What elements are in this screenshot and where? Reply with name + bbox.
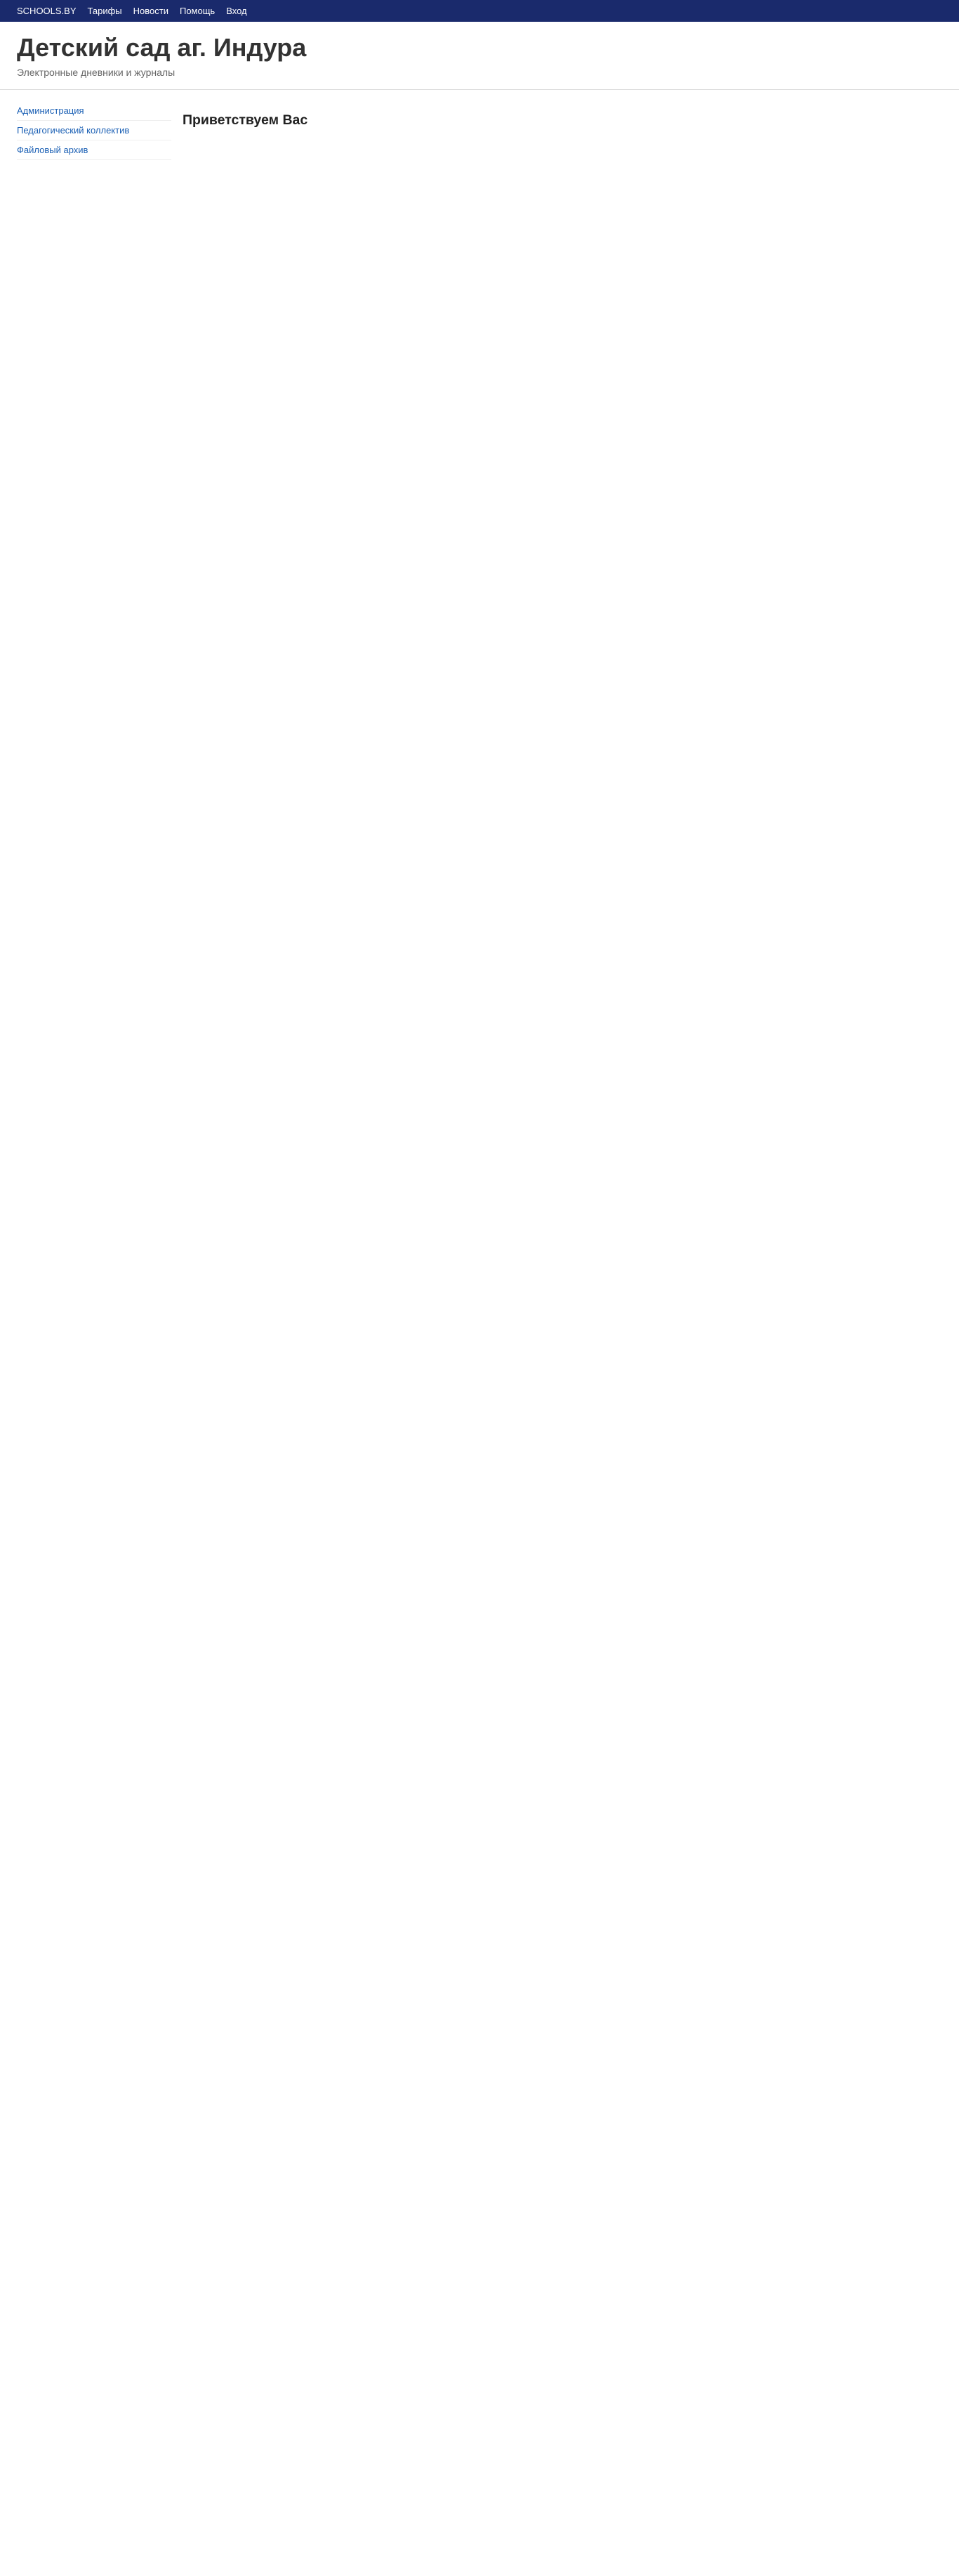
greeting-heading: Приветствуем Вас — [183, 112, 308, 129]
login-link[interactable]: Вход — [226, 6, 247, 16]
sidebar-item-administration[interactable]: Администрация — [17, 101, 171, 121]
nav-link-help[interactable]: Помощь — [179, 6, 216, 16]
sidebar-item-file-archive[interactable]: Файловый архив — [17, 140, 171, 160]
sidebar-item-staff[interactable]: Педагогический коллектив — [17, 121, 171, 140]
top-navigation-bar — [0, 0, 959, 22]
content-layout — [0, 90, 959, 171]
nav-link-tariffs[interactable]: Тарифы — [87, 6, 122, 16]
nav-link-news[interactable]: Новости — [133, 6, 168, 16]
page-header — [0, 22, 959, 90]
site-logo[interactable]: SCHOOLS.BY — [17, 6, 77, 16]
sidebar-menu — [17, 101, 171, 160]
page-title: Детский сад аг. Индура — [17, 33, 307, 62]
main-content — [183, 101, 942, 160]
page-subtitle: Электронные дневники и журналы — [17, 67, 176, 78]
